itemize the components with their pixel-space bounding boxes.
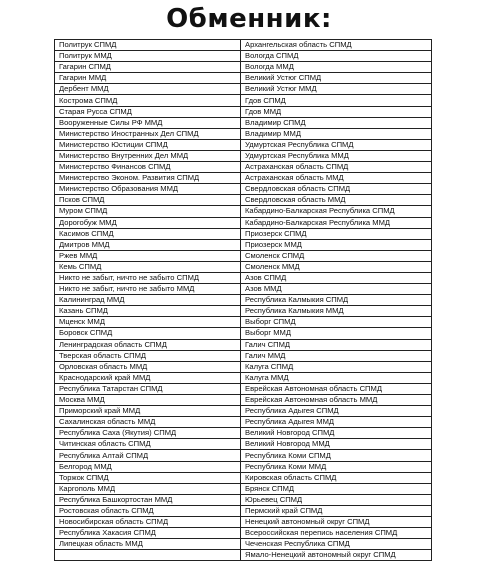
cell-left: Приморский край ММД xyxy=(55,406,241,417)
table-row xyxy=(55,417,432,428)
cell-left: Старая Русса СПМД xyxy=(55,106,241,117)
cell-right: Кабардино-Балкарская Республика СПМД xyxy=(241,206,432,217)
cell-right: Владимир ММД xyxy=(241,128,432,139)
cell-left: Каргополь ММД xyxy=(55,483,241,494)
cell-right: Смоленск СПМД xyxy=(241,250,432,261)
cell-left: Никто не забыт, ничто не забыто ММД xyxy=(55,284,241,295)
cell-left: Торжок СПМД xyxy=(55,472,241,483)
table-row xyxy=(55,328,432,339)
cell-right: Свердловская область СПМД xyxy=(241,184,432,195)
cell-left: Министерство Юстиции СПМД xyxy=(55,139,241,150)
cell-left: Москва ММД xyxy=(55,395,241,406)
cell-right: Республика Адыгея СПМД xyxy=(241,406,432,417)
cell-left: Гагарин СПМД xyxy=(55,62,241,73)
table-row xyxy=(55,128,432,139)
cell-right: Архангельская область СПМД xyxy=(241,40,432,51)
table-row xyxy=(55,428,432,439)
table-row xyxy=(55,51,432,62)
cell-right: Вологда СПМД xyxy=(241,51,432,62)
cell-left: Республика Саха (Якутия) СПМД xyxy=(55,428,241,439)
table-row xyxy=(55,162,432,173)
table-row xyxy=(55,95,432,106)
cell-right: Владимир СПМД xyxy=(241,117,432,128)
cell-left: Тверская область СПМД xyxy=(55,350,241,361)
table-row xyxy=(55,295,432,306)
table-row xyxy=(55,40,432,51)
table-row xyxy=(55,217,432,228)
table-row xyxy=(55,62,432,73)
cell-right: Кабардино-Балкарская Республика ММД xyxy=(241,217,432,228)
cell-right: Удмуртская Республика СПМД xyxy=(241,139,432,150)
table-row xyxy=(55,350,432,361)
cell-right: Выборг ММД xyxy=(241,328,432,339)
cell-right: Ненецкий автономный округ СПМД xyxy=(241,517,432,528)
cell-right: Приозерск ММД xyxy=(241,239,432,250)
cell-left: Белгород ММД xyxy=(55,461,241,472)
table-row xyxy=(55,494,432,505)
cell-right: Галич СПМД xyxy=(241,339,432,350)
table-row xyxy=(55,505,432,516)
cell-left: Республика Алтай СПМД xyxy=(55,450,241,461)
cell-left: Ржев ММД xyxy=(55,250,241,261)
table-row xyxy=(55,173,432,184)
cell-right: Астраханская область СПМД xyxy=(241,162,432,173)
cell-left: Республика Татарстан СПМД xyxy=(55,383,241,394)
table-row xyxy=(55,272,432,283)
cell-right: Всероссийская перепись населения СПМД xyxy=(241,528,432,539)
table-row xyxy=(55,106,432,117)
cell-left: Министерство Внутренних Дел ММД xyxy=(55,150,241,161)
cell-right: Великий Новгород СПМД xyxy=(241,428,432,439)
cell-left: Республика Хакасия СПМД xyxy=(55,528,241,539)
cell-left: Ленинградская область СПМД xyxy=(55,339,241,350)
table-row xyxy=(55,284,432,295)
cell-left: Псков СПМД xyxy=(55,195,241,206)
cell-right: Юрьевец СПМД xyxy=(241,494,432,505)
cell-right: Республика Адыгея ММД xyxy=(241,417,432,428)
cell-right: Калуга СПМД xyxy=(241,361,432,372)
cell-right: Республика Калмыкия ММД xyxy=(241,306,432,317)
table-row xyxy=(55,317,432,328)
table-row xyxy=(55,261,432,272)
cell-right: Еврейская Автономная область ММД xyxy=(241,395,432,406)
table-row xyxy=(55,73,432,84)
table-row xyxy=(55,117,432,128)
cell-left: Калининград ММД xyxy=(55,295,241,306)
cell-left: Орловская область ММД xyxy=(55,361,241,372)
table-row xyxy=(55,472,432,483)
table-row xyxy=(55,383,432,394)
cell-left: Мценск ММД xyxy=(55,317,241,328)
cell-left: Никто не забыт, ничто не забыто СПМД xyxy=(55,272,241,283)
table-row xyxy=(55,361,432,372)
table-row xyxy=(55,395,432,406)
cell-left: Республика Башкортостан ММД xyxy=(55,494,241,505)
cell-right: Республика Калмыкия СПМД xyxy=(241,295,432,306)
table-row xyxy=(55,228,432,239)
cell-right: Чеченская Республика СПМД xyxy=(241,539,432,550)
table-row xyxy=(55,517,432,528)
table-row xyxy=(55,250,432,261)
cell-left: Политрук ММД xyxy=(55,51,241,62)
cell-right: Галич ММД xyxy=(241,350,432,361)
cell-right: Гдов ММД xyxy=(241,106,432,117)
table-row xyxy=(55,239,432,250)
cell-right: Республика Коми СПМД xyxy=(241,450,432,461)
table-row xyxy=(55,483,432,494)
cell-right: Азов СПМД xyxy=(241,272,432,283)
cell-right: Смоленск ММД xyxy=(241,261,432,272)
cell-left: Сахалинская область ММД xyxy=(55,417,241,428)
table-row xyxy=(55,550,432,561)
cell-left: Новосибирская область СПМД xyxy=(55,517,241,528)
cell-right: Пермский край СПМД xyxy=(241,505,432,516)
cell-left: Дербент ММД xyxy=(55,84,241,95)
table-row xyxy=(55,195,432,206)
table-row xyxy=(55,139,432,150)
cell-left: Вооруженные Силы РФ ММД xyxy=(55,117,241,128)
table-row xyxy=(55,461,432,472)
table-row xyxy=(55,439,432,450)
cell-right: Еврейская Автономная область СПМД xyxy=(241,383,432,394)
cell-left: Краснодарский край ММД xyxy=(55,372,241,383)
cell-left: Кемь СПМД xyxy=(55,261,241,272)
cell-left: Ростовская область СПМД xyxy=(55,505,241,516)
cell-right: Великий Устюг СПМД xyxy=(241,73,432,84)
table-body xyxy=(55,40,432,561)
table-row xyxy=(55,339,432,350)
cell-right: Астраханская область ММД xyxy=(241,173,432,184)
cell-left: Касимов СПМД xyxy=(55,228,241,239)
cell-left: Муром СПМД xyxy=(55,206,241,217)
cell-right: Великий Устюг ММД xyxy=(241,84,432,95)
table-row xyxy=(55,406,432,417)
cell-right: Выборг СПМД xyxy=(241,317,432,328)
cell-right: Гдов СПМД xyxy=(241,95,432,106)
cell-right: Вологда ММД xyxy=(241,62,432,73)
cell-left: Кострома СПМД xyxy=(55,95,241,106)
cell-left xyxy=(55,550,241,561)
table-row xyxy=(55,528,432,539)
table-row xyxy=(55,206,432,217)
cell-left: Министерство Эконом. Развития СПМД xyxy=(55,173,241,184)
cell-left: Боровск СПМД xyxy=(55,328,241,339)
cell-right: Приозерск СПМД xyxy=(241,228,432,239)
cell-right: Кировская область СПМД xyxy=(241,472,432,483)
cell-right: Ямало-Ненецкий автономный округ СПМД xyxy=(241,550,432,561)
cell-left: Дмитров ММД xyxy=(55,239,241,250)
cell-left: Казань СПМД xyxy=(55,306,241,317)
page-title: Обменник: xyxy=(166,4,332,34)
exchange-table xyxy=(54,39,432,561)
cell-left: Читинская область СПМД xyxy=(55,439,241,450)
cell-left: Министерство Финансов СПМД xyxy=(55,162,241,173)
cell-left: Гагарин ММД xyxy=(55,73,241,84)
cell-right: Удмуртская Республика ММД xyxy=(241,150,432,161)
table-row xyxy=(55,84,432,95)
cell-left: Политрук СПМД xyxy=(55,40,241,51)
cell-left: Липецкая область ММД xyxy=(55,539,241,550)
cell-right: Свердловская область ММД xyxy=(241,195,432,206)
cell-left: Министерство Иностранных Дел СПМД xyxy=(55,128,241,139)
table-row xyxy=(55,539,432,550)
table-row xyxy=(55,150,432,161)
cell-right: Азов ММД xyxy=(241,284,432,295)
cell-left: Дорогобуж ММД xyxy=(55,217,241,228)
cell-right: Калуга ММД xyxy=(241,372,432,383)
cell-right: Великий Новгород ММД xyxy=(241,439,432,450)
table-row xyxy=(55,306,432,317)
cell-right: Брянск СПМД xyxy=(241,483,432,494)
cell-left: Министерство Образования ММД xyxy=(55,184,241,195)
cell-right: Республика Коми ММД xyxy=(241,461,432,472)
table-row xyxy=(55,184,432,195)
table-row xyxy=(55,450,432,461)
table-row xyxy=(55,372,432,383)
